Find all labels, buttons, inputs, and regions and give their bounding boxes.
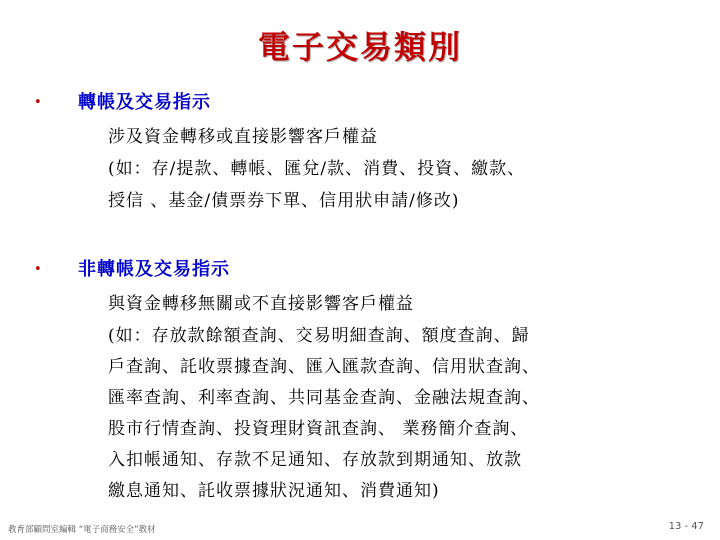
page-number: 13 - 47	[668, 521, 704, 532]
description-line: 入扣帳通知、存款不足通知、存放款到期通知、放款	[108, 450, 522, 470]
description-line: 授信 、基金/債票券下單、信用狀申請/修改)	[108, 191, 460, 211]
description-line: 涉及資金轉移或直接影響客戶權益	[108, 127, 378, 147]
bullet-icon: •	[34, 95, 42, 110]
slide-title: 電子交易類別	[257, 28, 462, 66]
section-heading: 非轉帳及交易指示	[78, 259, 230, 280]
description-line: 繳息通知、託收票據狀況通知、消費通知)	[108, 481, 440, 501]
description-line: 與資金轉移無關或不直接影響客戶權益	[108, 294, 414, 314]
description-line: (如：存放款餘額查詢、交易明細查詢、額度查詢、歸	[108, 326, 530, 346]
description-line: (如：存/提款、轉帳、匯兌/款、消費、投資、繳款、	[108, 159, 526, 179]
section-heading: 轉帳及交易指示	[78, 92, 211, 113]
description-line: 戶查詢、託收票據查詢、匯入匯款查詢、信用狀查詢、	[108, 357, 540, 377]
description-line: 匯率查詢、利率查詢、共同基金查詢、金融法規查詢、	[108, 388, 540, 408]
description-line: 股市行情查詢、投資理財資訊查詢、 業務簡介查詢、	[108, 419, 529, 439]
bullet-icon: •	[34, 262, 42, 277]
footer-source: 教育部顧問室編輯 “電子商務安全”教材	[8, 525, 156, 535]
